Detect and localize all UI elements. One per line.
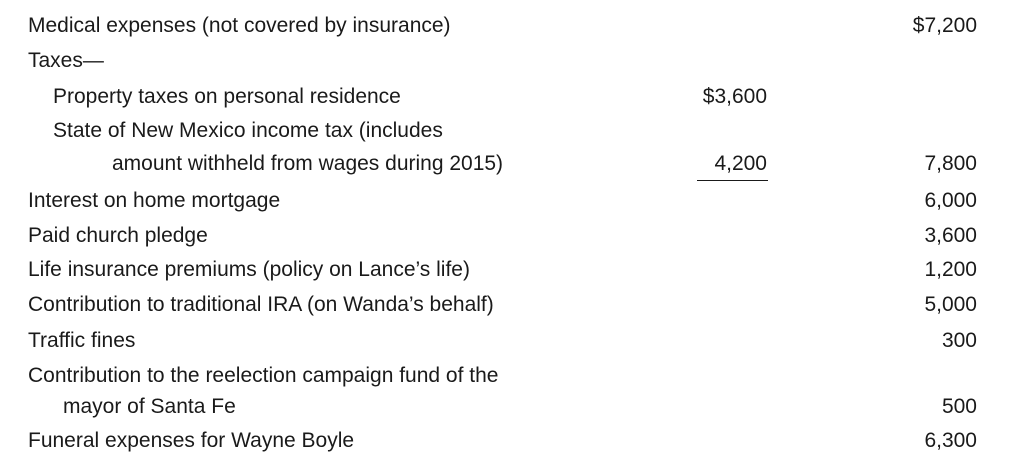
row-total: 500 [941,395,977,418]
row-total: 6,000 [924,189,977,212]
row-subamount: 4,200 [714,152,767,175]
row-label: mayor of Santa Fe [63,395,236,418]
row-subamount: $3,600 [702,85,767,108]
row-total: 1,200 [924,258,977,281]
row-label: Contribution to the reelection campaign fund of the [28,364,499,387]
row-total: 3,600 [924,224,977,247]
row-label: Interest on home mortgage [28,189,281,212]
row-label: Life insurance premiums (policy on Lance’s life) [28,258,470,281]
row-label: Paid church pledge [28,224,208,247]
row-total: 6,300 [924,429,977,452]
row-label: amount withheld from wages during 2015) [112,152,504,175]
row-total: 7,800 [924,152,977,175]
row-total: 5,000 [924,293,977,316]
row-total: 300 [941,329,977,352]
row-label: Medical expenses (not covered by insurance) [28,14,451,37]
row-label: State of New Mexico income tax (includes [53,119,443,142]
row-label: Funeral expenses for Wayne Boyle [28,429,355,452]
row-label: Taxes— [28,49,104,72]
row-label: Contribution to traditional IRA (on Wanda’s behalf) [28,293,494,316]
subtotal-underline [697,180,768,181]
row-label: Traffic fines [28,329,136,352]
row-total: $7,200 [912,14,977,37]
row-label: Property taxes on personal residence [53,85,401,108]
